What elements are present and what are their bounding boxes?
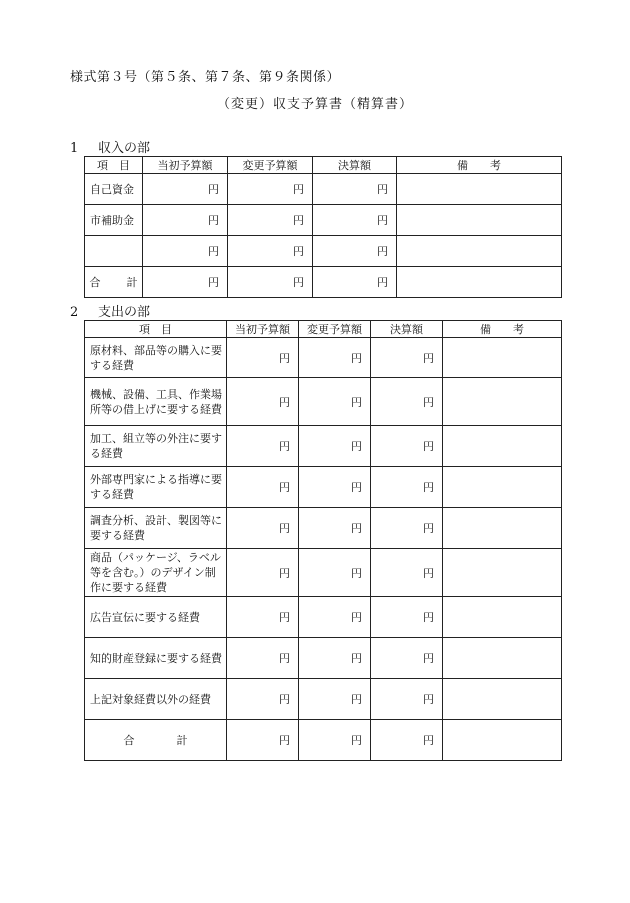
amount-cell[interactable]: 円 [227,549,299,597]
income-col-initial: 当初予算額 [143,157,228,174]
amount-cell[interactable]: 円 [313,174,397,205]
expense-row-label: 上記対象経費以外の経費 [85,679,227,720]
table-row [85,638,562,679]
expense-table [84,320,562,761]
expense-row-label: 広告宣伝に要する経費 [85,597,227,638]
total-label-char: 計 [176,734,188,747]
table-row [85,597,562,638]
income-col-item: 項 目 [85,157,143,174]
amount-cell[interactable]: 円 [299,508,371,549]
amount-cell[interactable]: 円 [228,174,313,205]
remarks-cell[interactable] [397,267,562,298]
remarks-cell[interactable] [443,720,562,761]
expense-col-revised: 変更予算額 [299,321,371,338]
amount-cell[interactable]: 円 [313,205,397,236]
amount-cell[interactable]: 円 [371,508,443,549]
table-row [85,467,562,508]
table-row [85,174,562,205]
remarks-cell[interactable] [443,378,562,426]
amount-cell[interactable]: 円 [371,597,443,638]
amount-cell[interactable]: 円 [299,720,371,761]
remarks-cell[interactable] [397,174,562,205]
amount-cell[interactable]: 円 [143,267,228,298]
amount-cell[interactable]: 円 [227,638,299,679]
remarks-cell[interactable] [397,236,562,267]
amount-cell[interactable]: 円 [371,338,443,378]
form-number: 様式第３号（第５条、第７条、第９条関係） [70,70,341,85]
table-row [85,426,562,467]
amount-cell[interactable]: 円 [227,679,299,720]
amount-cell[interactable]: 円 [227,378,299,426]
amount-cell[interactable]: 円 [299,638,371,679]
amount-cell[interactable]: 円 [143,174,228,205]
expense-section-heading [70,301,150,320]
amount-cell[interactable]: 円 [227,508,299,549]
total-label-char: 計 [126,276,138,289]
amount-cell[interactable]: 円 [299,549,371,597]
expense-row-label: 知的財産登録に要する経費 [85,638,227,679]
table-row [85,508,562,549]
income-section-number: 1 [70,141,79,156]
amount-cell[interactable]: 円 [299,597,371,638]
remarks-cell[interactable] [397,205,562,236]
expense-total-label [85,720,227,761]
income-section-title: 収入の部 [98,141,151,156]
table-row [85,338,562,378]
income-row-label: 市補助金 [85,205,143,236]
table-row [85,378,562,426]
amount-cell[interactable]: 円 [371,378,443,426]
income-header-row [85,157,562,174]
amount-cell[interactable]: 円 [227,597,299,638]
amount-cell[interactable]: 円 [313,236,397,267]
amount-cell[interactable]: 円 [228,205,313,236]
amount-cell[interactable]: 円 [299,679,371,720]
amount-cell[interactable]: 円 [227,426,299,467]
income-row-label[interactable] [85,236,143,267]
table-row [85,205,562,236]
amount-cell[interactable]: 円 [228,267,313,298]
amount-cell[interactable]: 円 [299,378,371,426]
table-row [85,549,562,597]
remarks-cell[interactable] [443,638,562,679]
income-total-row [85,267,562,298]
amount-cell[interactable]: 円 [228,236,313,267]
expense-row-label: 商品（パッケージ、ラベル等を含む。）のデザイン制作に要する経費 [85,549,227,597]
expense-header-row [85,321,562,338]
amount-cell[interactable]: 円 [299,426,371,467]
amount-cell[interactable]: 円 [313,267,397,298]
amount-cell[interactable]: 円 [299,467,371,508]
expense-col-final: 決算額 [371,321,443,338]
income-col-remarks: 備 考 [397,157,562,174]
total-label-char: 合 [89,276,101,289]
amount-cell[interactable]: 円 [143,205,228,236]
remarks-cell[interactable] [443,426,562,467]
remarks-cell[interactable] [443,597,562,638]
remarks-cell[interactable] [443,508,562,549]
expense-total-row [85,720,562,761]
expense-col-remarks: 備 考 [443,321,562,338]
remarks-cell[interactable] [443,338,562,378]
income-total-label [85,267,143,298]
expense-row-label: 外部専門家による指導に要する経費 [85,467,227,508]
remarks-cell[interactable] [443,679,562,720]
total-label-char: 合 [123,734,135,747]
amount-cell[interactable]: 円 [371,638,443,679]
amount-cell[interactable]: 円 [227,338,299,378]
expense-row-label: 機械、設備、工具、作業場所等の借上げに要する経費 [85,378,227,426]
income-col-final: 決算額 [313,157,397,174]
income-section-heading [70,137,150,156]
remarks-cell[interactable] [443,467,562,508]
expense-row-label: 調査分析、設計、製図等に要する経費 [85,508,227,549]
amount-cell[interactable]: 円 [371,679,443,720]
expense-col-initial: 当初予算額 [227,321,299,338]
document-title: （変更）収支予算書（精算書） [216,97,413,112]
expense-col-item: 項 目 [85,321,227,338]
table-row [85,236,562,267]
amount-cell[interactable]: 円 [143,236,228,267]
amount-cell[interactable]: 円 [227,467,299,508]
expense-section-number: 2 [70,305,79,320]
income-row-label: 自己資金 [85,174,143,205]
remarks-cell[interactable] [443,549,562,597]
expense-row-label: 原材料、部品等の購入に要する経費 [85,338,227,378]
amount-cell[interactable]: 円 [227,720,299,761]
amount-cell[interactable]: 円 [371,467,443,508]
income-table [84,156,562,298]
amount-cell[interactable]: 円 [371,720,443,761]
amount-cell[interactable]: 円 [371,549,443,597]
income-col-revised: 変更予算額 [228,157,313,174]
expense-row-label: 加工、組立等の外注に要する経費 [85,426,227,467]
expense-section-title: 支出の部 [98,305,151,320]
amount-cell[interactable]: 円 [371,426,443,467]
table-row [85,679,562,720]
amount-cell[interactable]: 円 [299,338,371,378]
